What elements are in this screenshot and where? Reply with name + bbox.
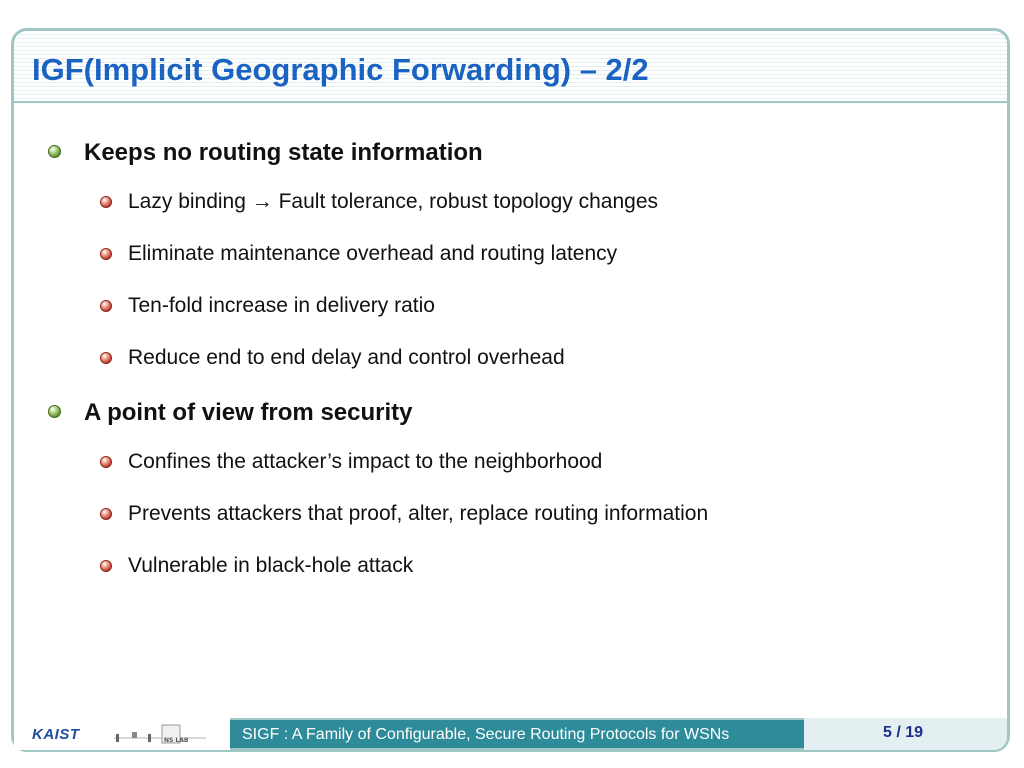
kaist-logo: KAIST bbox=[32, 726, 80, 743]
red-bullet-icon bbox=[100, 456, 112, 468]
red-bullet-icon bbox=[100, 196, 112, 208]
sub-bullet-text: Vulnerable in black-hole attack bbox=[128, 554, 414, 577]
sub-bullet bbox=[44, 552, 984, 604]
ns-lab-logo-text: NS LAB bbox=[164, 737, 189, 744]
slide-footer bbox=[14, 718, 1007, 750]
red-bullet-icon bbox=[100, 508, 112, 520]
sub-bullet-text: Prevents attackers that proof, alter, replace routing information bbox=[128, 502, 709, 525]
title-divider bbox=[14, 101, 1007, 103]
slide-content bbox=[44, 136, 984, 604]
sub-bullet-text: Eliminate maintenance overhead and routing latency bbox=[128, 242, 618, 265]
sub-bullet bbox=[44, 448, 984, 500]
sub-bullet bbox=[44, 292, 984, 344]
green-bullet-icon bbox=[48, 405, 61, 418]
red-bullet-icon bbox=[100, 300, 112, 312]
footer-title: SIGF : A Family of Configurable, Secure Routing Protocols for WSNs bbox=[242, 726, 730, 743]
bullet-1 bbox=[44, 136, 984, 174]
sub-bullet bbox=[44, 188, 984, 240]
sub-bullet-text: Ten-fold increase in delivery ratio bbox=[128, 294, 435, 317]
bullet-2-text: A point of view from security bbox=[84, 399, 413, 426]
bullet-1-text: Keeps no routing state information bbox=[84, 139, 483, 166]
sub-bullet-text: Confines the attacker’s impact to the neighborhood bbox=[128, 450, 603, 473]
sub-bullet bbox=[44, 240, 984, 292]
footer-title-bar bbox=[230, 718, 804, 750]
sub-bullet bbox=[44, 500, 984, 552]
sub-bullet bbox=[44, 344, 984, 396]
page-number-box bbox=[804, 718, 1007, 750]
page-number: 5 / 19 bbox=[883, 724, 924, 741]
footer-logos bbox=[14, 718, 230, 750]
ns-lab-logo bbox=[110, 722, 210, 746]
green-bullet-icon bbox=[48, 145, 61, 158]
slide-title: IGF(Implicit Geographic Forwarding) – 2/2 bbox=[32, 52, 649, 87]
red-bullet-icon bbox=[100, 352, 112, 364]
bullet-2 bbox=[44, 396, 984, 434]
red-bullet-icon bbox=[100, 560, 112, 572]
sub-bullet-text: Lazy binding → Fault tolerance, robust topology changes bbox=[128, 190, 658, 213]
red-bullet-icon bbox=[100, 248, 112, 260]
sub-bullet-text: Reduce end to end delay and control overhead bbox=[128, 346, 565, 369]
